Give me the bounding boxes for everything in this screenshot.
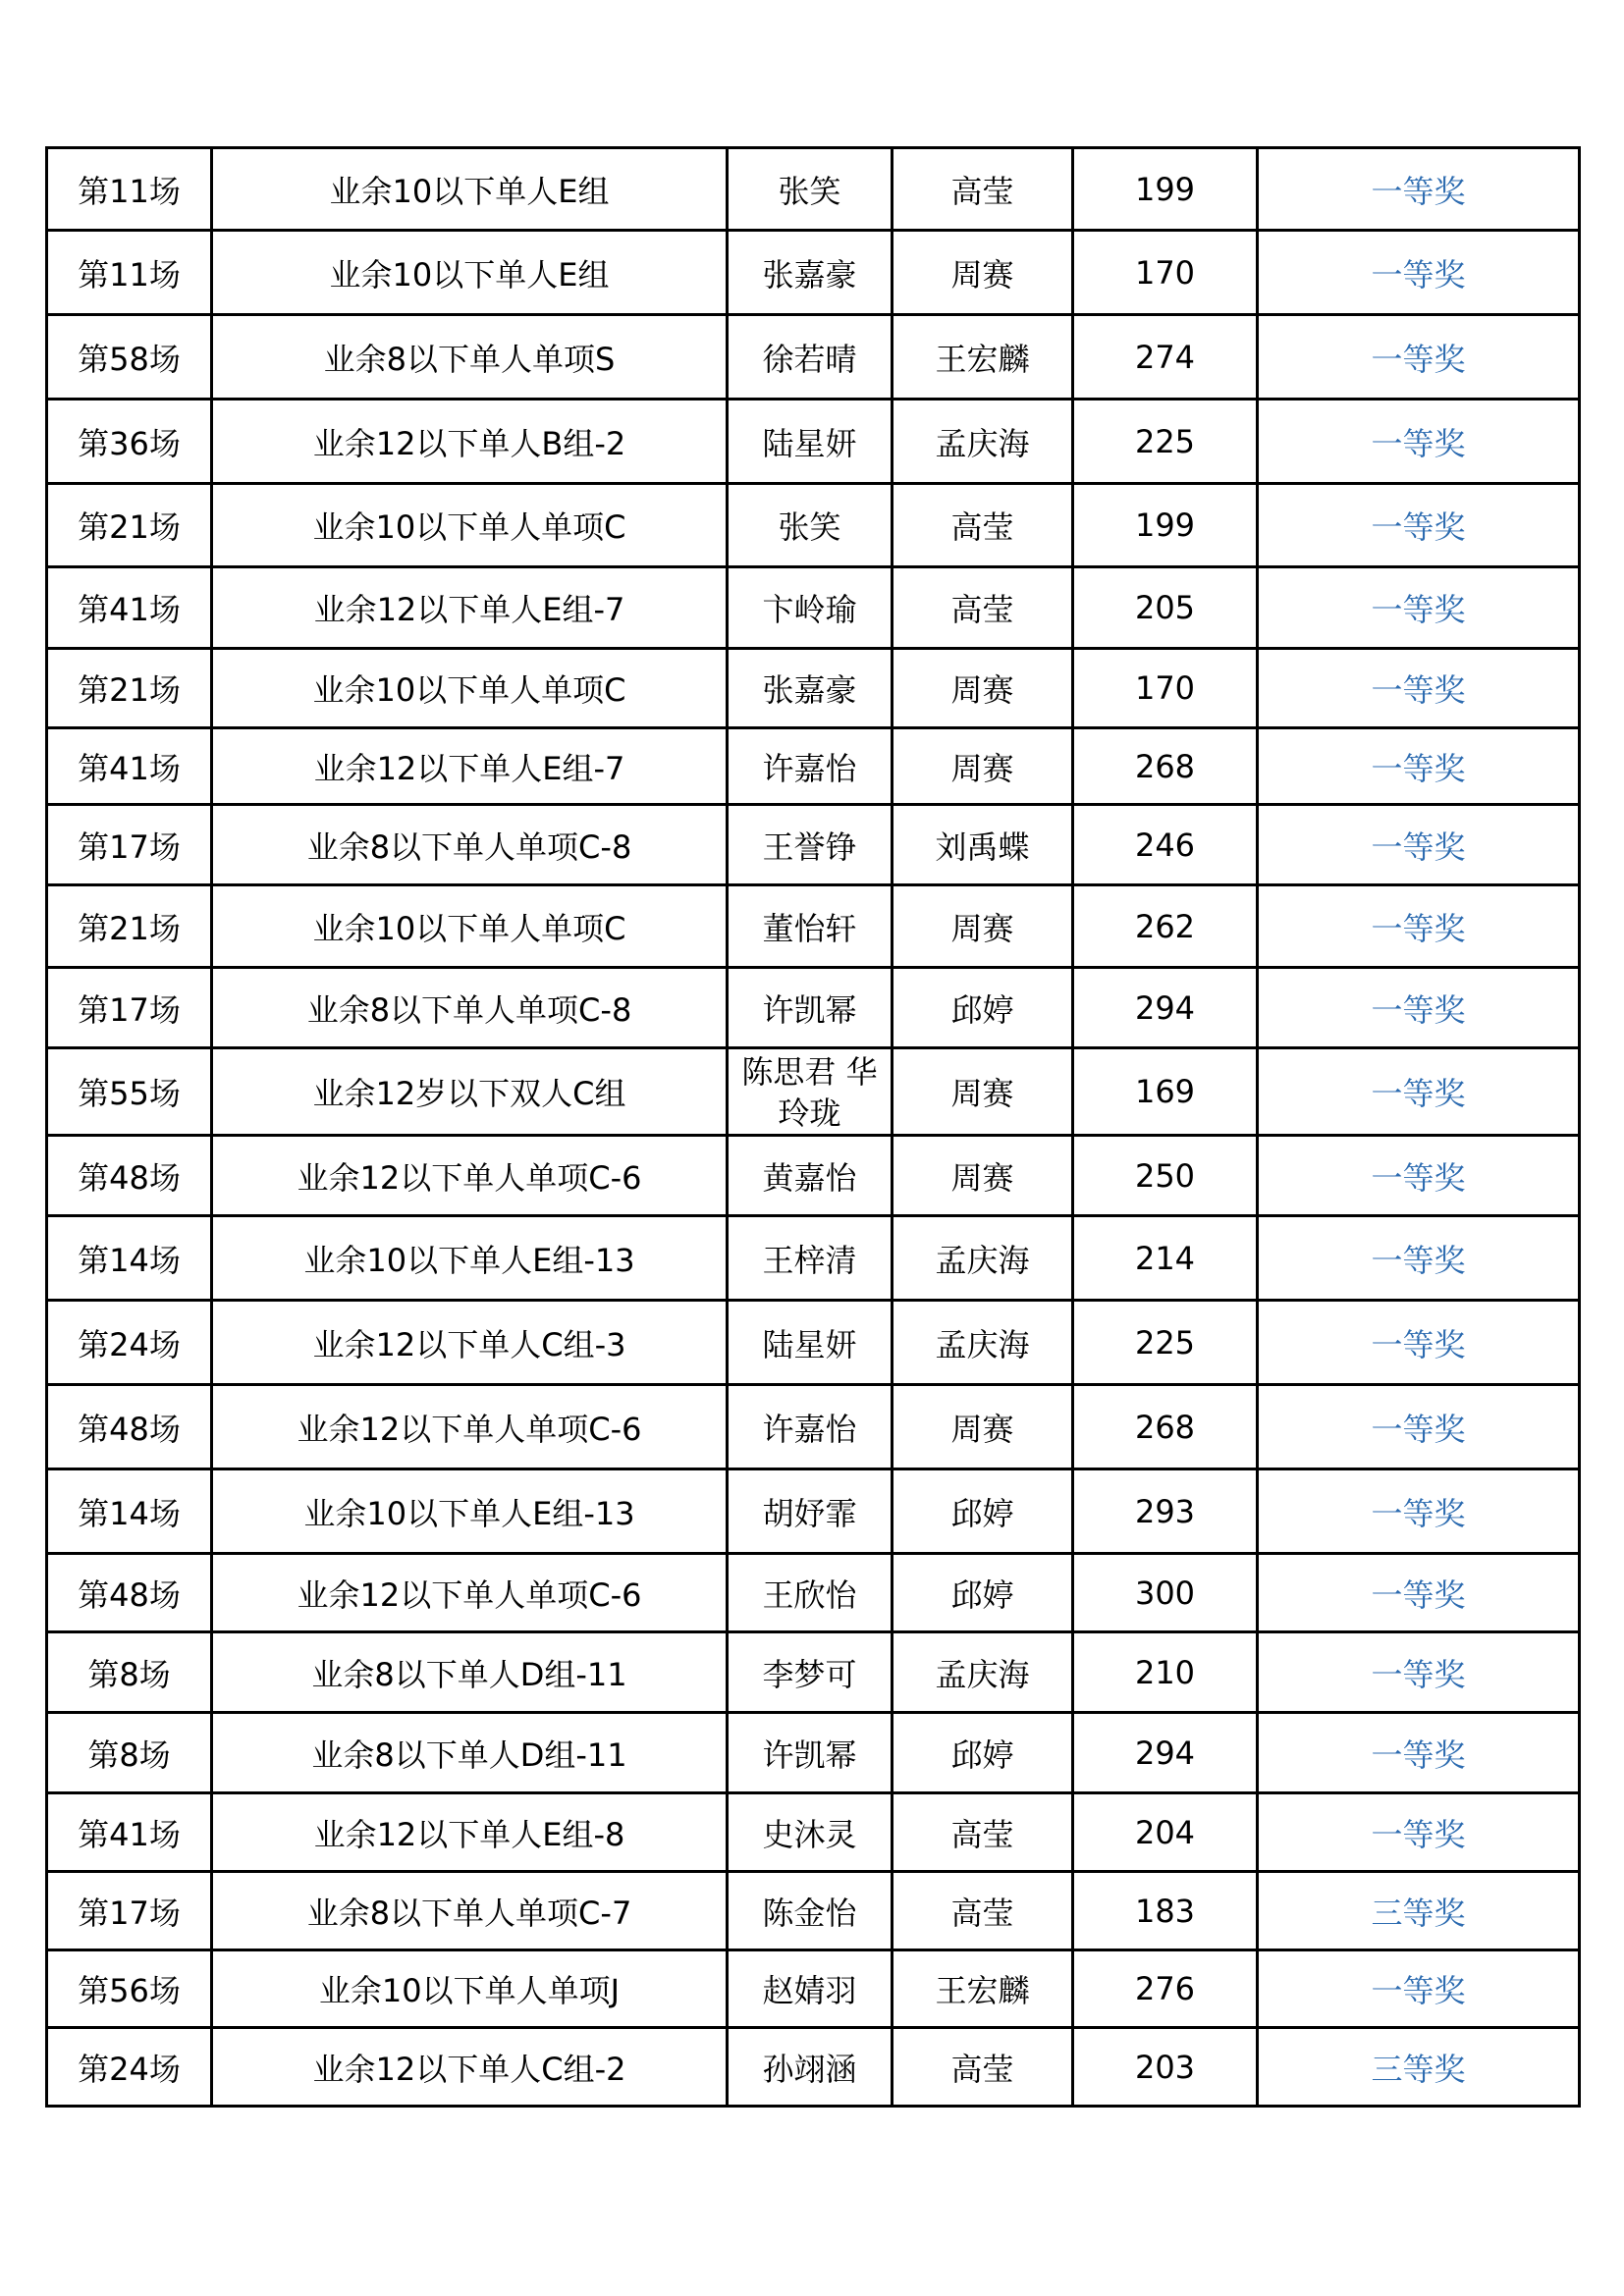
event-cell: 业余12以下单人B组-2 (212, 400, 728, 484)
score-cell: 214 (1073, 1216, 1258, 1301)
session-cell: 第48场 (47, 1136, 212, 1216)
player-cell: 张嘉豪 (728, 231, 893, 315)
event-cell: 业余10以下单人单项C (212, 649, 728, 728)
award-cell: 一等奖 (1258, 1301, 1580, 1385)
player-cell: 赵婧羽 (728, 1950, 893, 2028)
coach-cell: 周赛 (893, 1136, 1073, 1216)
coach-cell: 高莹 (893, 567, 1073, 649)
award-cell: 一等奖 (1258, 805, 1580, 885)
score-cell: 274 (1073, 315, 1258, 400)
event-cell: 业余12以下单人E组-7 (212, 567, 728, 649)
table-row (47, 1216, 1580, 1301)
award-cell: 一等奖 (1258, 1136, 1580, 1216)
table-row (47, 1048, 1580, 1136)
session-cell: 第21场 (47, 885, 212, 968)
table-row (47, 567, 1580, 649)
score-cell: 250 (1073, 1136, 1258, 1216)
coach-cell: 高莹 (893, 484, 1073, 567)
score-cell: 170 (1073, 231, 1258, 315)
coach-cell: 王宏麟 (893, 1950, 1073, 2028)
event-cell: 业余12岁以下双人C组 (212, 1048, 728, 1136)
event-cell: 业余8以下单人单项C-8 (212, 968, 728, 1048)
player-cell: 许凯幂 (728, 1713, 893, 1793)
table-row (47, 1872, 1580, 1950)
table-row (47, 400, 1580, 484)
table-row (47, 315, 1580, 400)
player-cell: 胡妤霏 (728, 1469, 893, 1554)
score-cell: 268 (1073, 1385, 1258, 1469)
player-cell: 李梦可 (728, 1632, 893, 1713)
session-cell: 第41场 (47, 1793, 212, 1872)
player-cell: 陈思君 华玲珑 (728, 1048, 893, 1136)
award-cell: 一等奖 (1258, 649, 1580, 728)
table-row (47, 1385, 1580, 1469)
session-cell: 第21场 (47, 484, 212, 567)
event-cell: 业余8以下单人单项S (212, 315, 728, 400)
coach-cell: 王宏麟 (893, 315, 1073, 400)
score-cell: 199 (1073, 148, 1258, 231)
session-cell: 第48场 (47, 1554, 212, 1632)
award-cell: 一等奖 (1258, 1713, 1580, 1793)
session-cell: 第55场 (47, 1048, 212, 1136)
coach-cell: 周赛 (893, 1048, 1073, 1136)
session-cell: 第17场 (47, 968, 212, 1048)
award-cell: 一等奖 (1258, 1216, 1580, 1301)
coach-cell: 周赛 (893, 1385, 1073, 1469)
session-cell: 第41场 (47, 567, 212, 649)
award-cell: 一等奖 (1258, 728, 1580, 805)
player-cell: 陆星妍 (728, 400, 893, 484)
award-cell: 一等奖 (1258, 1950, 1580, 2028)
table-row (47, 484, 1580, 567)
score-cell: 199 (1073, 484, 1258, 567)
score-cell: 262 (1073, 885, 1258, 968)
table-row (47, 231, 1580, 315)
table-row (47, 649, 1580, 728)
session-cell: 第58场 (47, 315, 212, 400)
award-cell: 一等奖 (1258, 968, 1580, 1048)
score-cell: 170 (1073, 649, 1258, 728)
event-cell: 业余12以下单人E组-8 (212, 1793, 728, 1872)
score-cell: 294 (1073, 1713, 1258, 1793)
table-row (47, 2028, 1580, 2107)
coach-cell: 高莹 (893, 1872, 1073, 1950)
award-cell: 一等奖 (1258, 400, 1580, 484)
table-row (47, 1950, 1580, 2028)
player-cell: 许嘉怡 (728, 728, 893, 805)
award-cell: 一等奖 (1258, 231, 1580, 315)
player-cell: 陆星妍 (728, 1301, 893, 1385)
player-cell: 王欣怡 (728, 1554, 893, 1632)
coach-cell: 刘禹蝶 (893, 805, 1073, 885)
event-cell: 业余10以下单人单项C (212, 885, 728, 968)
session-cell: 第56场 (47, 1950, 212, 2028)
score-cell: 203 (1073, 2028, 1258, 2107)
table-row (47, 1136, 1580, 1216)
player-cell: 王誉铮 (728, 805, 893, 885)
event-cell: 业余10以下单人E组-13 (212, 1469, 728, 1554)
session-cell: 第41场 (47, 728, 212, 805)
session-cell: 第14场 (47, 1216, 212, 1301)
coach-cell: 孟庆海 (893, 1216, 1073, 1301)
coach-cell: 周赛 (893, 231, 1073, 315)
event-cell: 业余10以下单人E组 (212, 231, 728, 315)
award-cell: 一等奖 (1258, 1048, 1580, 1136)
event-cell: 业余10以下单人E组-13 (212, 1216, 728, 1301)
table-row (47, 1793, 1580, 1872)
award-cell: 一等奖 (1258, 484, 1580, 567)
coach-cell: 高莹 (893, 148, 1073, 231)
coach-cell: 高莹 (893, 1793, 1073, 1872)
player-cell: 卞岭瑜 (728, 567, 893, 649)
coach-cell: 孟庆海 (893, 400, 1073, 484)
event-cell: 业余10以下单人单项J (212, 1950, 728, 2028)
player-cell: 陈金怡 (728, 1872, 893, 1950)
award-cell: 一等奖 (1258, 1385, 1580, 1469)
event-cell: 业余12以下单人单项C-6 (212, 1385, 728, 1469)
score-cell: 276 (1073, 1950, 1258, 2028)
award-cell: 一等奖 (1258, 1469, 1580, 1554)
session-cell: 第14场 (47, 1469, 212, 1554)
event-cell: 业余12以下单人E组-7 (212, 728, 728, 805)
award-cell: 一等奖 (1258, 567, 1580, 649)
session-cell: 第21场 (47, 649, 212, 728)
player-cell: 许凯幂 (728, 968, 893, 1048)
event-cell: 业余10以下单人E组 (212, 148, 728, 231)
table-row (47, 148, 1580, 231)
session-cell: 第8场 (47, 1713, 212, 1793)
event-cell: 业余12以下单人单项C-6 (212, 1554, 728, 1632)
session-cell: 第48场 (47, 1385, 212, 1469)
score-cell: 268 (1073, 728, 1258, 805)
event-cell: 业余12以下单人C组-3 (212, 1301, 728, 1385)
coach-cell: 周赛 (893, 885, 1073, 968)
player-cell: 张嘉豪 (728, 649, 893, 728)
score-cell: 210 (1073, 1632, 1258, 1713)
event-cell: 业余12以下单人单项C-6 (212, 1136, 728, 1216)
results-body (47, 148, 1580, 2107)
table-row (47, 1469, 1580, 1554)
coach-cell: 孟庆海 (893, 1632, 1073, 1713)
table-row (47, 885, 1580, 968)
player-cell: 徐若晴 (728, 315, 893, 400)
event-cell: 业余8以下单人D组-11 (212, 1713, 728, 1793)
coach-cell: 邱婷 (893, 968, 1073, 1048)
event-cell: 业余8以下单人单项C-8 (212, 805, 728, 885)
session-cell: 第36场 (47, 400, 212, 484)
player-cell: 董怡轩 (728, 885, 893, 968)
session-cell: 第24场 (47, 1301, 212, 1385)
coach-cell: 周赛 (893, 728, 1073, 805)
event-cell: 业余8以下单人单项C-7 (212, 1872, 728, 1950)
coach-cell: 邱婷 (893, 1554, 1073, 1632)
session-cell: 第17场 (47, 1872, 212, 1950)
player-cell: 张笑 (728, 148, 893, 231)
event-cell: 业余10以下单人单项C (212, 484, 728, 567)
player-cell: 黄嘉怡 (728, 1136, 893, 1216)
score-cell: 205 (1073, 567, 1258, 649)
award-cell: 一等奖 (1258, 1793, 1580, 1872)
award-cell: 一等奖 (1258, 315, 1580, 400)
award-cell: 一等奖 (1258, 885, 1580, 968)
score-cell: 246 (1073, 805, 1258, 885)
table-row (47, 968, 1580, 1048)
coach-cell: 孟庆海 (893, 1301, 1073, 1385)
award-cell: 一等奖 (1258, 1632, 1580, 1713)
coach-cell: 邱婷 (893, 1713, 1073, 1793)
score-cell: 225 (1073, 400, 1258, 484)
table-row (47, 1713, 1580, 1793)
score-cell: 300 (1073, 1554, 1258, 1632)
player-cell: 孙翊涵 (728, 2028, 893, 2107)
award-cell: 一等奖 (1258, 148, 1580, 231)
table-row (47, 805, 1580, 885)
award-cell: 三等奖 (1258, 1872, 1580, 1950)
score-cell: 204 (1073, 1793, 1258, 1872)
score-cell: 293 (1073, 1469, 1258, 1554)
event-cell: 业余8以下单人D组-11 (212, 1632, 728, 1713)
coach-cell: 高莹 (893, 2028, 1073, 2107)
coach-cell: 周赛 (893, 649, 1073, 728)
score-cell: 225 (1073, 1301, 1258, 1385)
player-cell: 许嘉怡 (728, 1385, 893, 1469)
score-cell: 169 (1073, 1048, 1258, 1136)
table-row (47, 1301, 1580, 1385)
session-cell: 第17场 (47, 805, 212, 885)
session-cell: 第11场 (47, 148, 212, 231)
score-cell: 183 (1073, 1872, 1258, 1950)
table-row (47, 1632, 1580, 1713)
coach-cell: 邱婷 (893, 1469, 1073, 1554)
table-row (47, 1554, 1580, 1632)
event-cell: 业余12以下单人C组-2 (212, 2028, 728, 2107)
results-table (45, 146, 1581, 2108)
session-cell: 第24场 (47, 2028, 212, 2107)
session-cell: 第8场 (47, 1632, 212, 1713)
award-cell: 一等奖 (1258, 1554, 1580, 1632)
player-cell: 史沐灵 (728, 1793, 893, 1872)
score-cell: 294 (1073, 968, 1258, 1048)
award-cell: 三等奖 (1258, 2028, 1580, 2107)
table-row (47, 728, 1580, 805)
player-cell: 王梓清 (728, 1216, 893, 1301)
session-cell: 第11场 (47, 231, 212, 315)
player-cell: 张笑 (728, 484, 893, 567)
